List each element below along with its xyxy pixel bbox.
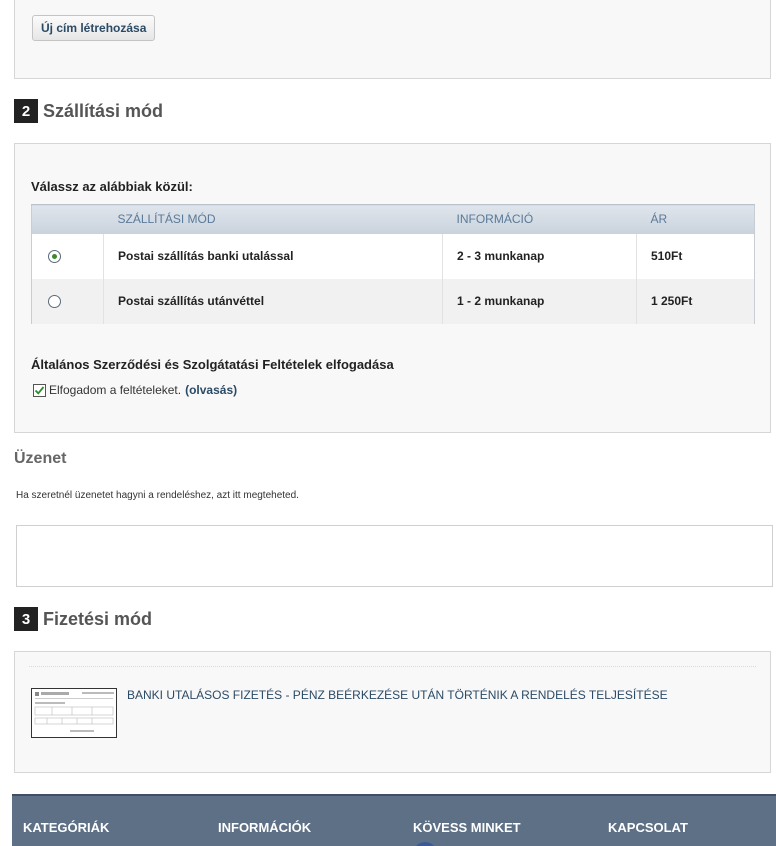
address-panel <box>14 0 771 79</box>
payment-step-header <box>14 607 152 631</box>
divider <box>29 666 756 667</box>
payment-step-title: Fizetési mód <box>43 608 153 629</box>
footer-categories[interactable]: KATEGÓRIÁK <box>23 820 110 835</box>
shipping-method-price: 510Ft <box>637 234 755 279</box>
bank-transfer-payment-option[interactable]: BANKI UTALÁSOS FIZETÉS - PÉNZ BEÉRKEZÉSE UTÁN TÖRTÉNIK A RENDELÉS TELJESÍTÉSE <box>127 688 668 702</box>
payment-step-number: 3 <box>14 607 38 631</box>
radio-cell <box>32 234 104 279</box>
shipping-radio-bank-transfer[interactable] <box>48 250 61 263</box>
terms-read-link[interactable]: (olvasás) <box>185 383 238 397</box>
footer-contact[interactable]: KAPCSOLAT <box>608 820 688 835</box>
shipping-step-title: Szállítási mód <box>43 100 164 121</box>
radio-column-header <box>32 205 104 234</box>
terms-label: Elfogadom a feltételeket. <box>49 383 182 397</box>
shipping-panel <box>14 143 771 433</box>
shipping-method-info: 1 - 2 munkanap <box>443 279 637 324</box>
table-row[interactable] <box>32 279 755 324</box>
table-row[interactable] <box>32 234 755 279</box>
shipping-method-name: Postai szállítás banki utalással <box>104 234 443 279</box>
message-title: Üzenet <box>14 450 67 467</box>
footer-information[interactable]: INFORMÁCIÓK <box>218 820 312 835</box>
shipping-step-number: 2 <box>14 99 38 123</box>
terms-title: Általános Szerződési és Szolgátatási Feltételek elfogadása <box>31 357 394 372</box>
footer <box>12 794 776 846</box>
radio-cell <box>32 279 104 324</box>
new-address-button[interactable]: Új cím létrehozása <box>32 15 155 41</box>
bank-transfer-form-thumbnail[interactable] <box>31 688 117 738</box>
shipping-method-info: 2 - 3 munkanap <box>443 234 637 279</box>
column-header-method: SZÁLLÍTÁSI MÓD <box>104 205 443 234</box>
terms-row <box>33 383 237 397</box>
social-icon[interactable] <box>413 842 437 846</box>
message-textarea[interactable] <box>16 525 773 587</box>
choose-label: Válassz az alábbiak közül: <box>31 179 193 194</box>
payment-panel <box>14 651 771 773</box>
shipping-method-price: 1 250Ft <box>637 279 755 324</box>
column-header-info: INFORMÁCIÓ <box>443 205 637 234</box>
footer-follow-us[interactable]: KÖVESS MINKET <box>413 820 521 835</box>
shipping-step-header <box>14 99 163 123</box>
terms-checkbox[interactable] <box>33 384 46 397</box>
message-hint: Ha szeretnél üzenetet hagyni a rendeléshez, azt itt megteheted. <box>16 490 299 501</box>
shipping-radio-cash-on-delivery[interactable] <box>48 295 61 308</box>
shipping-table <box>31 204 755 324</box>
column-header-price: ÁR <box>637 205 755 234</box>
checkmark-icon <box>34 385 45 396</box>
bank-form-icon <box>32 689 117 738</box>
shipping-method-name: Postai szállítás utánvéttel <box>104 279 443 324</box>
